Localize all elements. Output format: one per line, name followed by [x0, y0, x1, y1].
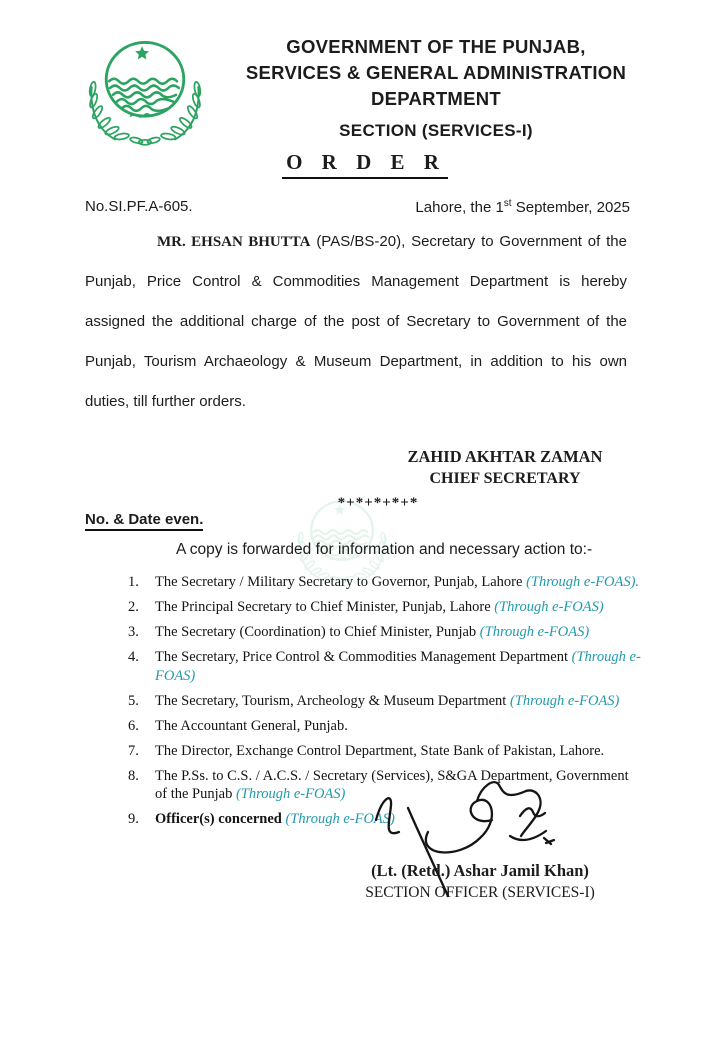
distribution-list	[128, 573, 642, 835]
officer-name-bold: MR. EHSAN BHUTTA	[157, 234, 311, 250]
distribution-item	[128, 573, 642, 592]
order-heading-wrap	[24, 150, 706, 179]
item-text: The Secretary, Price Control & Commodities Management Department (Through e-FOAS)	[155, 649, 641, 684]
efoas-note: (Through e-FOAS)	[281, 811, 395, 827]
distribution-item	[128, 598, 642, 617]
distribution-item	[128, 648, 642, 685]
item-number: 8.	[128, 767, 139, 784]
section-officer-name: (Lt. (Retd.) Ashar Jamil Khan)	[371, 861, 589, 880]
item-text: The Director, Exchange Control Department, State Bank of Pakistan, Lahore.	[155, 742, 605, 759]
reference-row	[85, 198, 630, 216]
org-name-line1: GOVERNMENT OF THE PUNJAB,	[286, 36, 586, 57]
section-title: SECTION (SERVICES-I)	[339, 121, 533, 140]
signatory-name: ZAHID AKHTAR ZAMAN	[407, 447, 603, 466]
efoas-note: (Through e-FOAS)	[232, 786, 346, 802]
item-number: 4.	[128, 649, 139, 665]
item-text: The Accountant General, Punjab.	[155, 717, 348, 734]
section-officer-block	[352, 860, 608, 904]
efoas-note: (Through e-FOAS)	[506, 692, 620, 709]
signatory-designation: CHIEF SECRETARY	[429, 470, 581, 487]
signatory-block	[403, 446, 607, 490]
distribution-item	[128, 767, 642, 804]
section-officer-designation: SECTION OFFICER (SERVICES-I)	[365, 884, 595, 901]
distribution-item	[128, 692, 642, 711]
efoas-note: (Through e-FOAS)	[490, 599, 604, 615]
efoas-note: (Through e-FOAS).	[522, 574, 640, 590]
efoas-note: (Through e-FOAS)	[155, 649, 641, 684]
distribution-item	[128, 810, 642, 829]
item-text: The Principal Secretary to Chief Minister, Punjab, Lahore (Through e-FOAS)	[155, 599, 604, 615]
asterisk-separator: *+*+*+*+*	[337, 495, 419, 511]
order-title: O R D E R	[282, 150, 448, 179]
item-number: 7.	[128, 742, 139, 759]
efoas-note: (Through e-FOAS)	[476, 624, 590, 640]
item-number: 9.	[128, 811, 139, 827]
org-name-line2: SERVICES & GENERAL ADMINISTRATION	[245, 62, 627, 83]
item-number: 5.	[128, 692, 139, 709]
item-number: 2.	[128, 599, 139, 615]
no-and-date-label: No. & Date even.	[85, 511, 203, 531]
item-number: 6.	[128, 717, 139, 734]
item-number: 3.	[128, 624, 139, 640]
item-text: The Secretary (Coordination) to Chief Minister, Punjab (Through e-FOAS)	[155, 624, 590, 640]
order-body-text: (PAS/BS-20), Secretary to Government of the Punjab, Price Control & Commodities Management Department is hereby assigned the additional charge of the post of Secretary to Government of the Punjab, Tourism Archaeology & Museum Department, in addition to his own duties, till further orders.	[85, 233, 627, 410]
item-text: The P.Ss. to C.S. / A.C.S. / Secretary (Services), S&GA Department, Government of the Punjab (Through e-FOAS)	[155, 767, 629, 802]
order-body-paragraph	[85, 222, 627, 422]
distribution-item	[128, 717, 642, 736]
forwarding-line: A copy is forwarded for information and necessary action to:-	[176, 541, 593, 558]
org-name-line3: DEPARTMENT	[370, 88, 502, 109]
punjab-government-emblem-icon	[82, 30, 208, 148]
distribution-item	[128, 623, 642, 642]
place-and-date: Lahore, the 1st September, 2025	[415, 198, 630, 216]
distribution-item	[128, 742, 642, 761]
item-text: The Secretary / Military Secretary to Governor, Punjab, Lahore (Through e-FOAS).	[155, 574, 640, 590]
letterhead	[205, 34, 667, 141]
item-number: 1.	[128, 574, 139, 590]
item-text: Officer(s) concerned (Through e-FOAS)	[155, 811, 395, 827]
item-text: The Secretary, Tourism, Archeology & Museum Department (Through e-FOAS)	[155, 692, 620, 709]
reference-number: No.SI.PF.A-605.	[85, 198, 193, 215]
